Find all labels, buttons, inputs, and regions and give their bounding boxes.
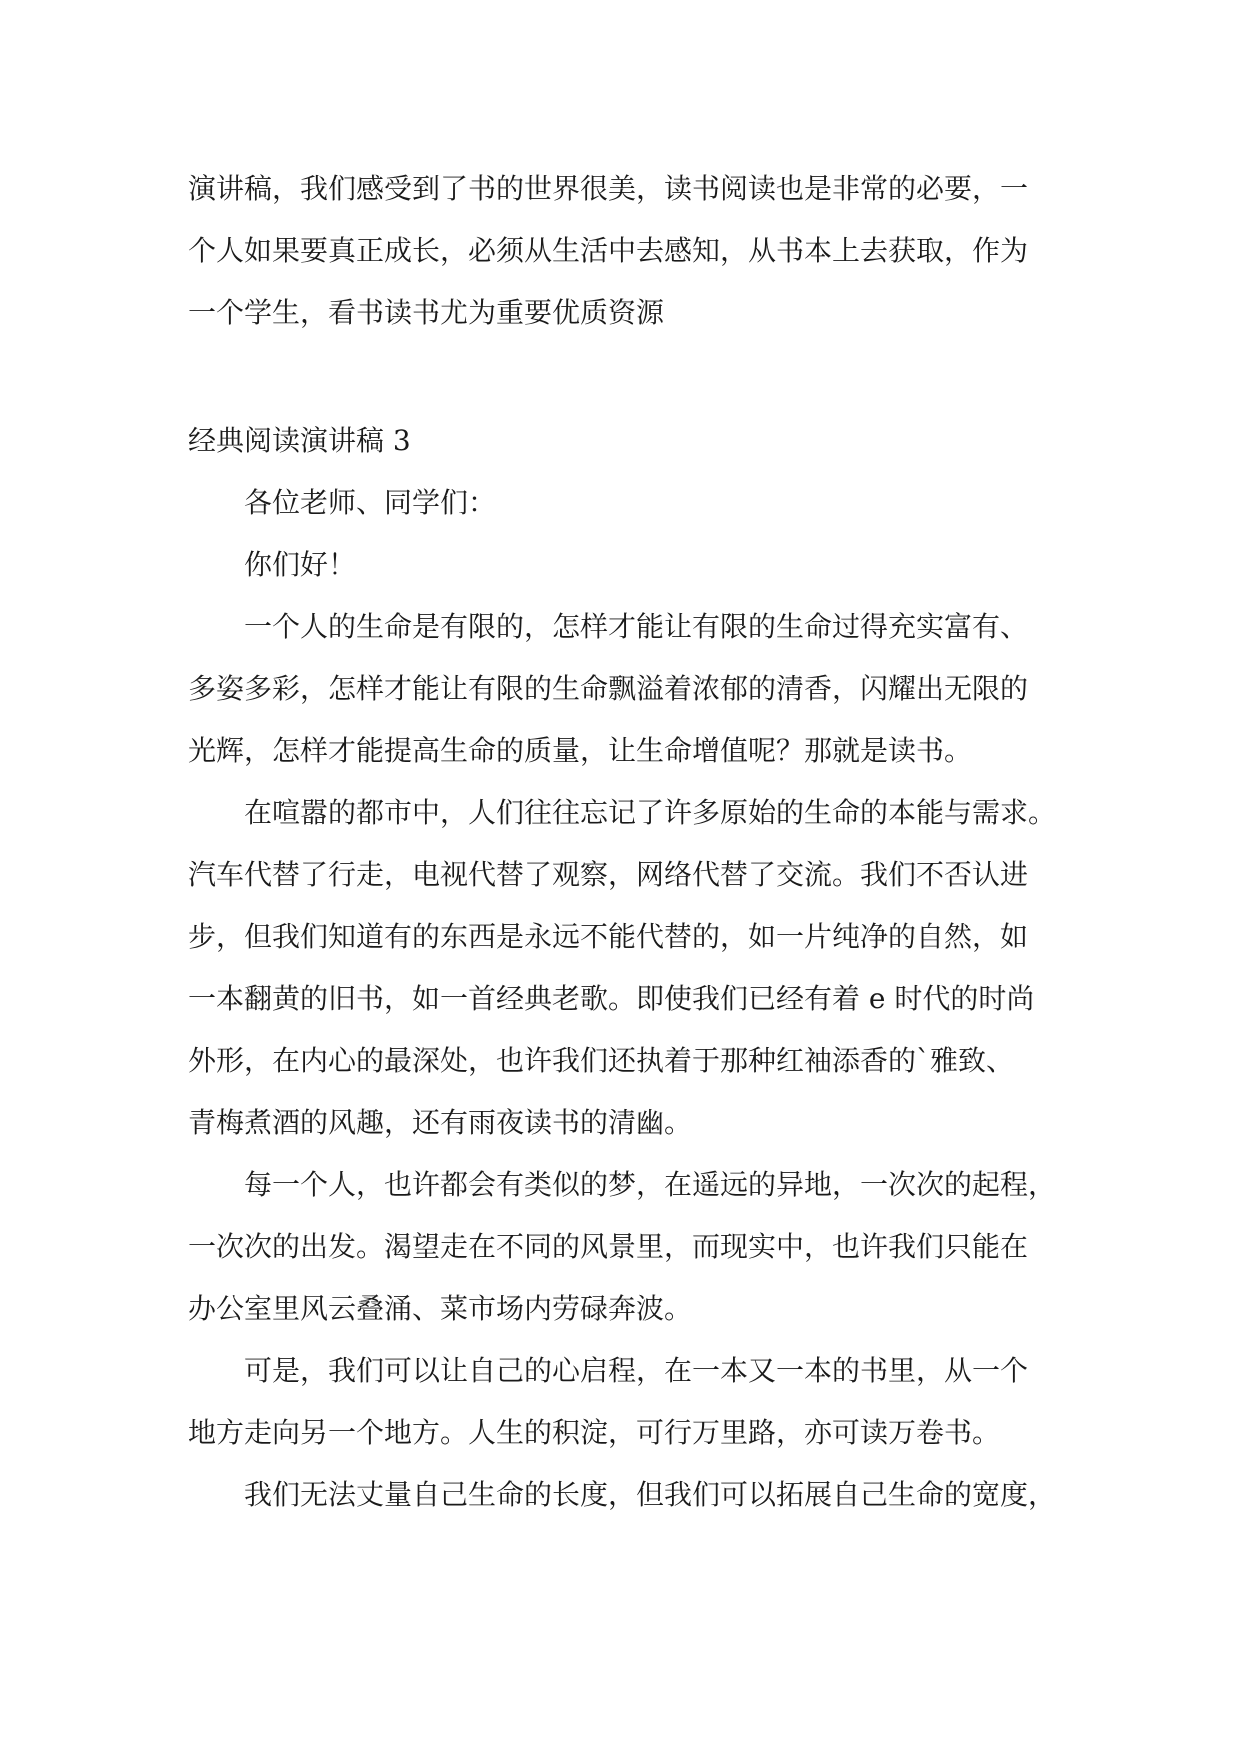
text-line: 在喧嚣的都市中，人们往往忘记了许多原始的生命的本能与需求。 — [244, 796, 1057, 829]
text-line: 一次次的出发。渴望走在不同的风景里，而现实中，也许我们只能在 — [188, 1230, 1029, 1263]
salutation: 各位老师、同学们： — [244, 486, 497, 519]
paragraph-4 — [188, 1340, 1058, 1464]
section-title: 经典阅读演讲稿 3 — [188, 424, 411, 457]
section-gap — [188, 344, 1058, 410]
paragraph-5 — [188, 1464, 1058, 1526]
text-line: 多姿多彩，怎样才能让有限的生命飘溢着浓郁的清香，闪耀出无限的 — [188, 672, 1029, 705]
document-body — [188, 158, 1058, 1526]
paragraph-2 — [188, 782, 1058, 1154]
paragraph-3 — [188, 1154, 1058, 1340]
text-line: 个人如果要真正成长，必须从生活中去感知，从书本上去获取，作为 — [188, 234, 1029, 267]
text-line: 一本翻黄的旧书，如一首经典老歌。即使我们已经有着 e 时代的时尚 — [188, 982, 1035, 1015]
text-line: 我们无法丈量自己生命的长度，但我们可以拓展自己生命的宽度， — [244, 1478, 1057, 1511]
text-line: 办公室里风云叠涌、菜市场内劳碌奔波。 — [188, 1292, 693, 1325]
continued-paragraph — [188, 158, 1058, 344]
text-line: 汽车代替了行走，电视代替了观察，网络代替了交流。我们不否认进 — [188, 858, 1029, 891]
paragraph-1 — [188, 596, 1058, 782]
text-line: 外形，在内心的最深处，也许我们还执着于那种红袖添香的`雅致、 — [188, 1044, 1015, 1077]
text-line: 青梅煮酒的风趣，还有雨夜读书的清幽。 — [188, 1106, 693, 1139]
text-line: 演讲稿，我们感受到了书的世界很美，读书阅读也是非常的必要，一 — [188, 172, 1029, 205]
text-line: 一个人的生命是有限的，怎样才能让有限的生命过得充实富有、 — [244, 610, 1029, 643]
text-line: 光辉，怎样才能提高生命的质量，让生命增值呢？那就是读书。 — [188, 734, 973, 767]
text-line: 步，但我们知道有的东西是永远不能代替的，如一片纯净的自然，如 — [188, 920, 1029, 953]
text-line: 一个学生，看书读书尤为重要优质资源 — [188, 296, 665, 329]
text-line: 每一个人，也许都会有类似的梦，在遥远的异地，一次次的起程， — [244, 1168, 1057, 1201]
text-line: 可是，我们可以让自己的心启程，在一本又一本的书里，从一个 — [244, 1354, 1029, 1387]
greeting: 你们好！ — [244, 548, 357, 581]
text-line: 地方走向另一个地方。人生的积淀，可行万里路，亦可读万卷书。 — [188, 1416, 1001, 1449]
